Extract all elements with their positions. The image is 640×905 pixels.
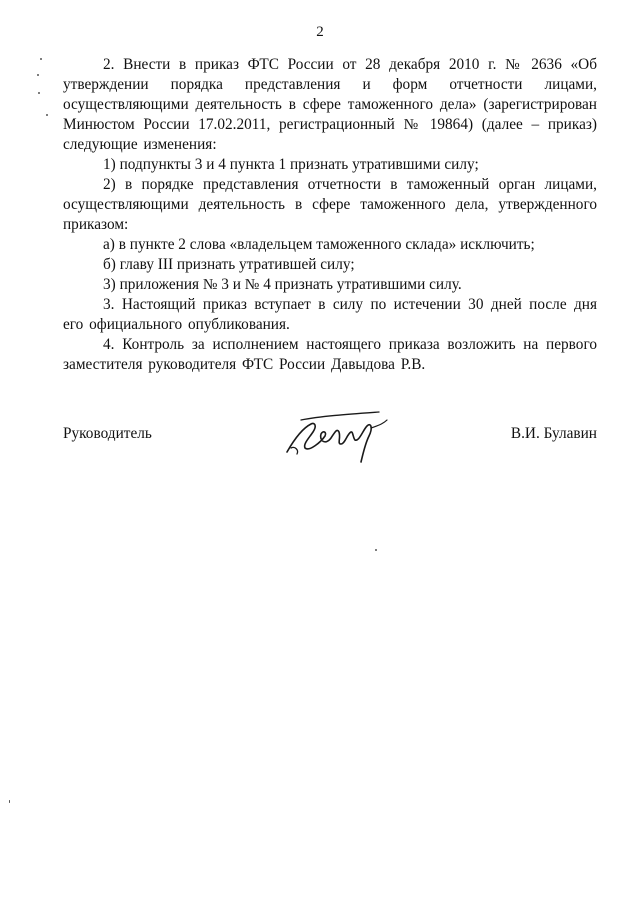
signatory-name: В.И. Булавин (510, 425, 597, 442)
paragraph-subitem-b: б) главу III признать утратившей силу; (103, 256, 355, 273)
paragraph-subitem-2: 2) в порядке представления отчетности в таможенный орган лицами, осуществляющими деятельность в сфере таможенного дела, утвержденного приказом: (63, 176, 597, 233)
signature-block (63, 408, 597, 478)
paragraph-subitem-1: 1) подпункты 3 и 4 пункта 1 признать утратившими силу; (103, 156, 479, 173)
paragraph-item-2: 2. Внести в приказ ФТС России от 28 декабря 2010 г. № 2636 «Об утверждении порядка представления и форм отчетности лицами, осуществляющими деятельность в сфере таможенного дела» (зарегистрирован Минюстом России 17.02.2011, регистрационный № 19864) (далее – приказ) следующие изменения: (63, 56, 597, 153)
handwritten-signature-icon (281, 408, 393, 470)
paragraph-item-4: 4. Контроль за исполнением настоящего приказа возложить на первого заместителя руководителя ФТС России Давыдова Р.В. (63, 336, 597, 373)
page-number: 2 (316, 24, 324, 40)
paragraph-subitem-3: 3) приложения № 3 и № 4 признать утратившими силу. (103, 276, 462, 293)
paragraph-item-3: 3. Настоящий приказ вступает в силу по истечении 30 дней после дня его официального опубликования. (63, 296, 597, 333)
scan-speck (46, 114, 48, 116)
scan-speck (375, 549, 377, 551)
scan-speck (37, 74, 39, 76)
scan-speck (40, 58, 42, 60)
document-body (63, 55, 597, 375)
paragraph-subitem-a: а) в пункте 2 слова «владельцем таможенного склада» исключить; (103, 236, 535, 253)
scan-speck (9, 800, 10, 803)
scan-speck (38, 92, 40, 94)
signatory-title: Руководитель (63, 425, 152, 442)
